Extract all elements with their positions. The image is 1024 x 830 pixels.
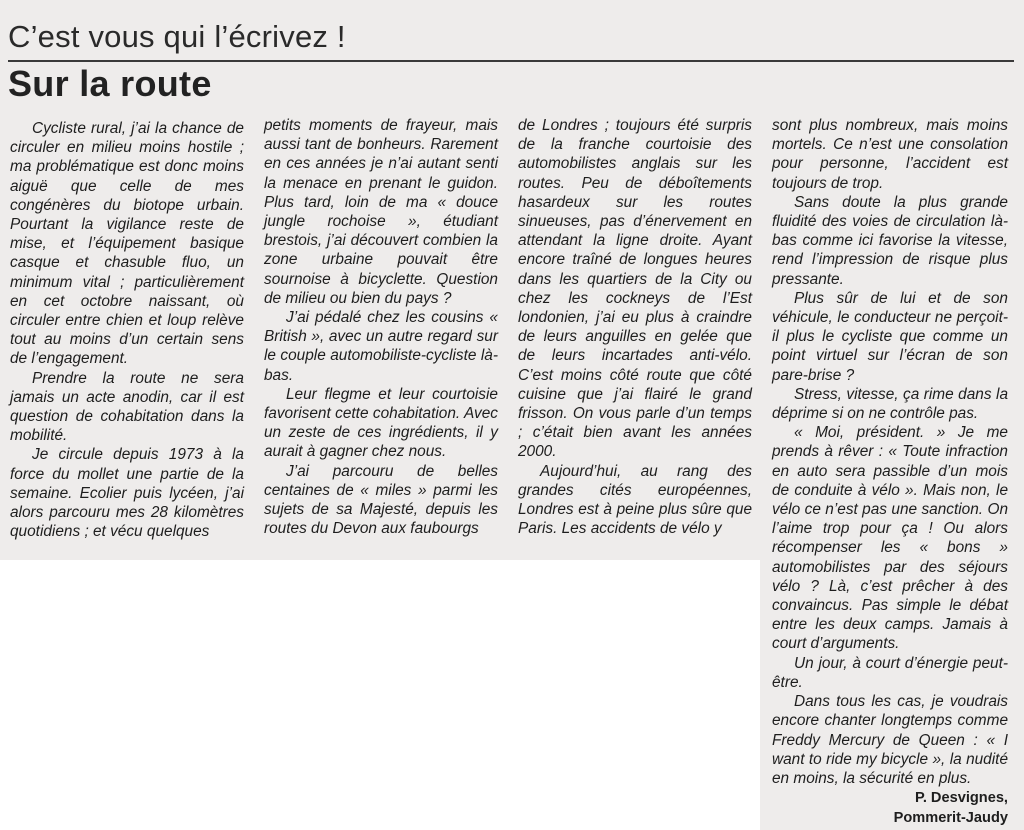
section-kicker: C’est vous qui l’écrivez ! xyxy=(8,19,346,54)
article-paragraph: J’ai parcouru de belles centaines de « miles » parmi les sujets de sa Majesté, depuis les routes du Devon aux faubourgs xyxy=(264,462,498,538)
header-rule xyxy=(8,60,1014,62)
article-paragraph: Prendre la route ne sera jamais un acte anodin, car il est question de cohabitation dans la mobilité. xyxy=(10,369,244,445)
article-paragraph: Un jour, à court d’énergie peut-être. xyxy=(772,654,1008,691)
article-paragraph: Aujourd’hui, au rang des grandes cités européennes, Londres est à peine plus sûre que Paris. Les accidents de vélo y xyxy=(518,462,752,538)
article-paragraph: Leur flegme et leur courtoisie favorisent cette cohabitation. Avec un zeste de ces ingrédients, il y aurait à gagner chez nous. xyxy=(264,385,498,461)
article-column-3 xyxy=(518,116,752,538)
article-title: Sur la route xyxy=(8,63,212,104)
author-name: P. Desvignes, xyxy=(914,790,1008,807)
article-paragraph: de Londres ; toujours été surpris de la franche courtoisie des automobilistes anglais sur les routes. Peu de déboîtements hasardeux sur les routes sinueuses, pas d’énervement en attendant la ligne droite. Ayant encore traîné de longues heures dans les quartiers de la City ou chez les cockneys de l’Est londonien, j’ai eu plus à craindre de leurs anguilles en gelée que de leurs incartades anti-vélo. C’est moins côté route que côté cuisine que j’ai flairé le grand frisson. On vous parle d’un temps ; c’était bien avant les années 2000. xyxy=(518,117,752,461)
article-paragraph: Plus sûr de lui et de son véhicule, le conducteur ne perçoit-il plus le cycliste que comme un point virtuel sur l’écran de son pare-brise ? xyxy=(772,289,1008,384)
article-column-1 xyxy=(10,119,244,541)
article-paragraph: Dans tous les cas, je voudrais encore chanter longtemps comme Freddy Mercury de Queen : « I want to ride my bicycle », la nudité en moins, la sécurité en plus. xyxy=(772,693,1008,787)
article-paragraph: Cycliste rural, j’ai la chance de circuler en milieu moins hostile ; ma problématique est donc moins aiguë que celle de mes congénères du biotope urbain. Pourtant la vigilance reste de mise, et l’équipement basique casque et chasuble fluo, un minimum vital ; particulièrement en cet octobre naissant, où circuler entre chien et loup relève tout au moins d’un certain sens de l’engagement. xyxy=(10,120,244,368)
article-paragraph: petits moments de frayeur, mais aussi tant de bonheurs. Rarement en ces années je n’ai autant senti la menace en prenant le guidon. Plus tard, loin de ma « douce jungle rochoise », étudiant brestois, j’ai découvert combien la zone urbaine pouvait être sournoise à bicyclette. Question de milieu ou bien du pays ? xyxy=(264,117,498,307)
article-paragraph: sont plus nombreux, mais moins mortels. Ce n’est une consolation pour personne, l’accident est toujours de trop. xyxy=(772,117,1008,192)
article-paragraph: Stress, vitesse, ça rime dans la déprime si on ne contrôle pas. xyxy=(772,385,1008,423)
author-location: Pommerit-Jaudy xyxy=(893,809,1008,826)
article-paragraph: « Moi, président. » Je me prends à rêver : « Toute infraction en auto sera passible d’un mois de conduite à vélo ». Mais non, le vélo ce n’est pas une sanction. On l’aime trop pour ça ! Ou alors récompenser les « bons » automobilistes par des séjours vélo ? Là, c’est prêcher à des convaincus. Pas simple le débat entre les deux camps. Jamais à court d’arguments. xyxy=(772,424,1008,653)
article-column-2 xyxy=(264,116,498,538)
article-paragraph: Sans doute la plus grande fluidité des voies de circulation là-bas comme ici favorise la vitesse, rend l’impression de risque plus pressante. xyxy=(772,193,1008,288)
article-paragraph: J’ai pédalé chez les cousins « British », avec un autre regard sur le couple automobiliste-cycliste là-bas. xyxy=(264,309,498,384)
signature xyxy=(772,789,1008,828)
column-4-text xyxy=(772,116,1008,788)
article-column-4 xyxy=(772,116,1008,828)
article-paragraph: Je circule depuis 1973 à la force du mollet une partie de la semaine. Ecolier puis lycéen, j’ai alors parcouru mes 28 kilomètres quotidiens ; et vécu quelques xyxy=(10,446,244,541)
